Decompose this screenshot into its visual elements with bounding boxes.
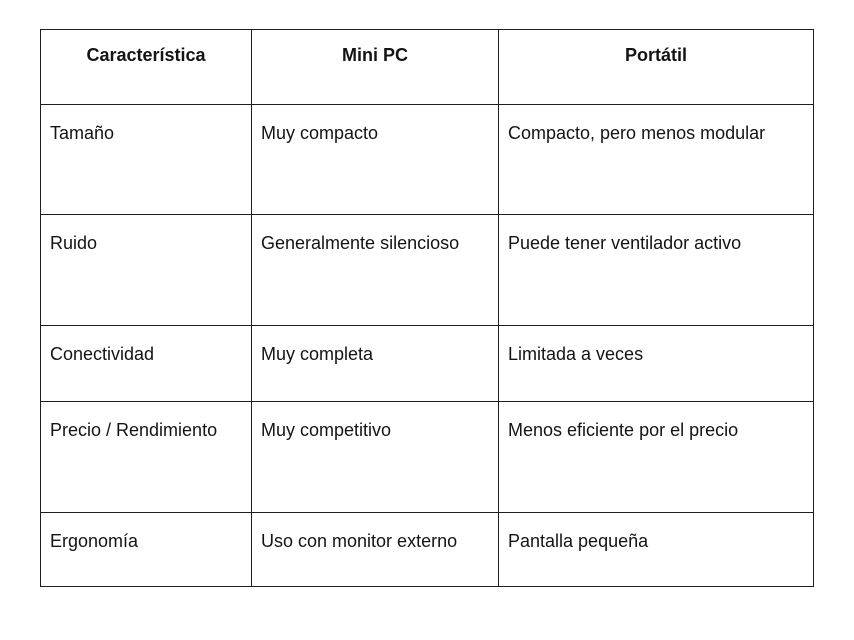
table-cell: Conectividad [41,325,252,401]
table-row [41,402,814,512]
table-cell: Ruido [41,215,252,325]
table-row [41,325,814,401]
table-cell: Pantalla pequeña [499,512,814,586]
header-cell-laptop: Portátil [499,30,814,105]
header-cell-feature: Característica [41,30,252,105]
table-row [41,215,814,325]
table-cell: Muy completa [252,325,499,401]
table-cell: Muy compacto [252,105,499,215]
table-cell: Compacto, pero menos modular [499,105,814,215]
table-cell: Precio / Rendimiento [41,402,252,512]
table-cell: Ergonomía [41,512,252,586]
table-cell: Tamaño [41,105,252,215]
header-cell-mini-pc: Mini PC [252,30,499,105]
comparison-table [40,29,814,587]
table-header-row [41,30,814,105]
table-row [41,105,814,215]
table-cell: Muy competitivo [252,402,499,512]
table-row [41,512,814,586]
table-cell: Uso con monitor externo [252,512,499,586]
table-cell: Generalmente silencioso [252,215,499,325]
table-cell: Limitada a veces [499,325,814,401]
table-cell: Puede tener ventilador activo [499,215,814,325]
table-cell: Menos eficiente por el precio [499,402,814,512]
